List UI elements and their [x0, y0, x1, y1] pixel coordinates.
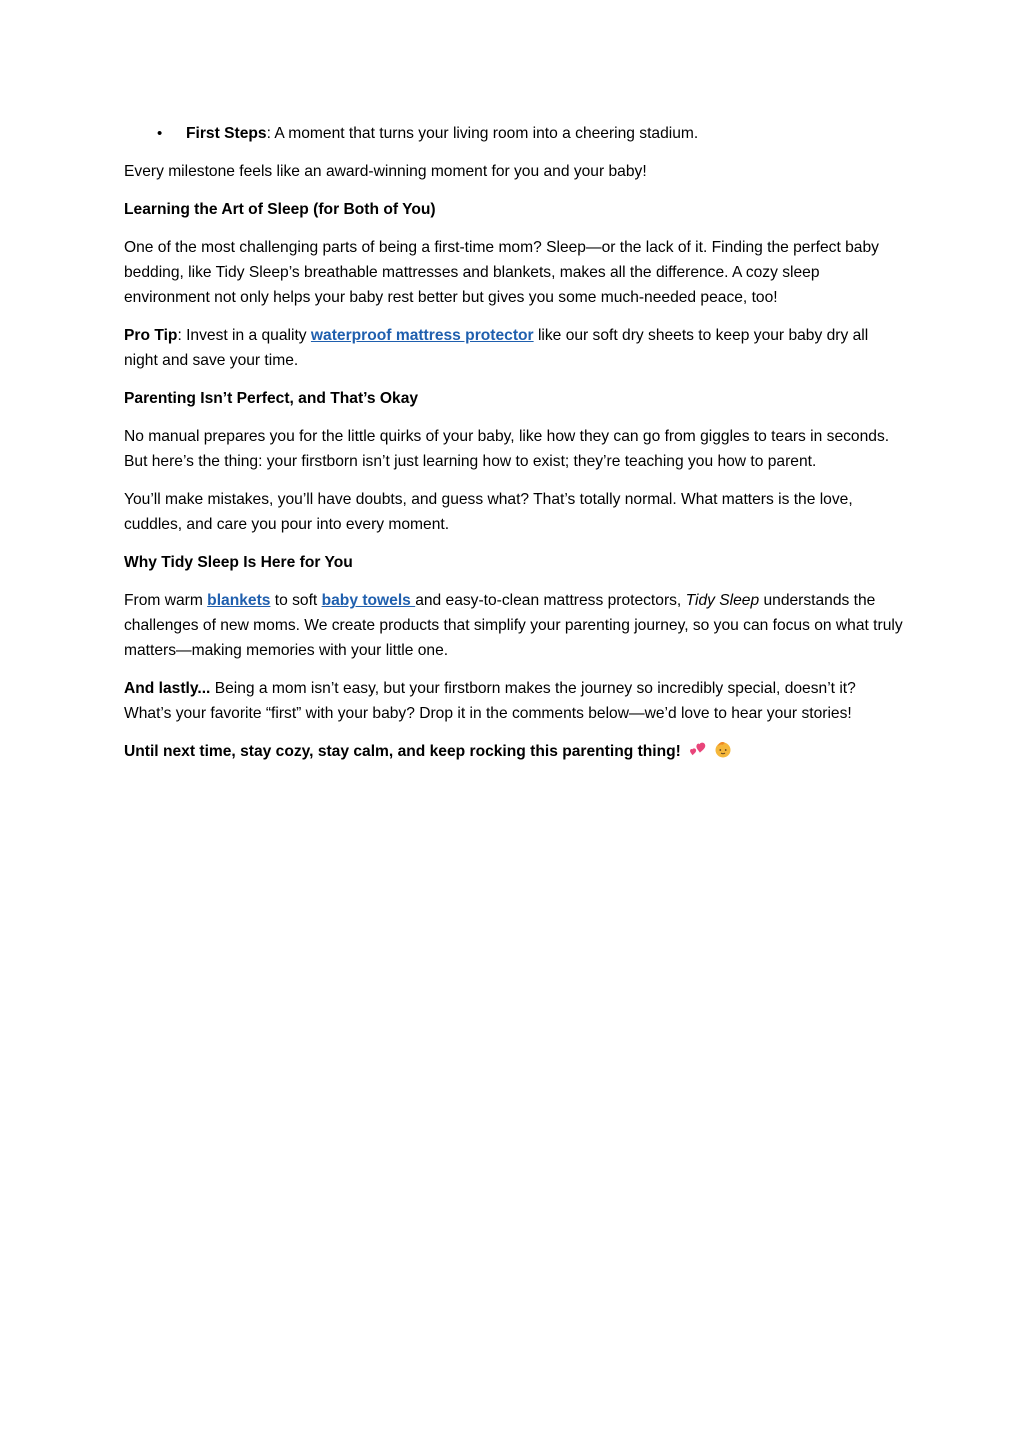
list-item: [124, 121, 904, 146]
heading-sleep-text: Learning the Art of Sleep (for Both of You): [124, 201, 436, 218]
paragraph-manual: No manual prepares you for the little quirks of your baby, like how they can go from giggles to tears in seconds. But here’s the thing: your firstborn isn’t just learning how to exist; they’re teaching you how to parent.: [124, 428, 890, 470]
link-waterproof-mattress-protector[interactable]: waterproof mattress protector: [310, 327, 534, 344]
why-middle: to soft: [270, 592, 322, 609]
lastly-text: Being a mom isn’t easy, but your firstborn makes the journey so incredibly special, doesn’t it? What’s your favorite “first” with your baby? Drop it in the comments below—we’d love to hear your stories!: [124, 680, 856, 722]
link-blankets[interactable]: blankets: [207, 592, 271, 609]
lastly-label: And lastly...: [124, 680, 211, 697]
closing-text: Until next time, stay cozy, stay calm, and keep rocking this parenting thing!: [124, 743, 681, 760]
bullet-term: First Steps: [186, 125, 267, 142]
heading-why-text: Why Tidy Sleep Is Here for You: [124, 554, 353, 571]
paragraph-why: [124, 588, 904, 663]
link-baby-towels[interactable]: baby towels: [321, 592, 416, 609]
bullet-text: : A moment that turns your living room into a cheering stadium.: [266, 125, 699, 142]
paragraph-closing: [124, 739, 904, 767]
why-before: From warm: [124, 592, 208, 609]
why-after-link: and easy-to-clean mattress protectors,: [415, 592, 686, 609]
paragraph-protip: [124, 323, 904, 373]
heading-sleep: [124, 197, 904, 222]
protip-label: Pro Tip: [124, 327, 178, 344]
heading-perfect: [124, 386, 904, 411]
paragraph-sleep: One of the most challenging parts of being a first-time mom? Sleep—or the lack of it. Finding the perfect baby bedding, like Tidy Sleep’s breathable mattresses and blankets, makes all the difference. A cozy sleep environment not only helps your baby rest better but gives you some much-needed peace, too!: [124, 239, 879, 306]
why-rest: understands the challenges of new moms. We create products that simplify your parenting journey, so you can focus on what truly matters—making memories with your little one.: [124, 592, 903, 659]
paragraph-lastly: [124, 676, 904, 726]
document-body: [124, 121, 904, 780]
heading-why: [124, 550, 904, 575]
baby-icon: [713, 739, 733, 767]
brand-name: Tidy Sleep: [685, 592, 760, 609]
paragraph-milestone: Every milestone feels like an award-winning moment for you and your baby!: [124, 163, 647, 180]
heading-perfect-text: Parenting Isn’t Perfect, and That’s Okay: [124, 390, 419, 407]
bullet-icon: •: [157, 125, 163, 142]
paragraph-mistakes: You’ll make mistakes, you’ll have doubts, and guess what? That’s totally normal. What matters is the love, cuddles, and care you pour into every moment.: [124, 491, 853, 533]
protip-after: like our soft dry sheets to keep your baby dry all night and save your time.: [124, 327, 869, 369]
two-hearts-icon: [687, 741, 707, 767]
protip-before: : Invest in a quality: [177, 327, 311, 344]
